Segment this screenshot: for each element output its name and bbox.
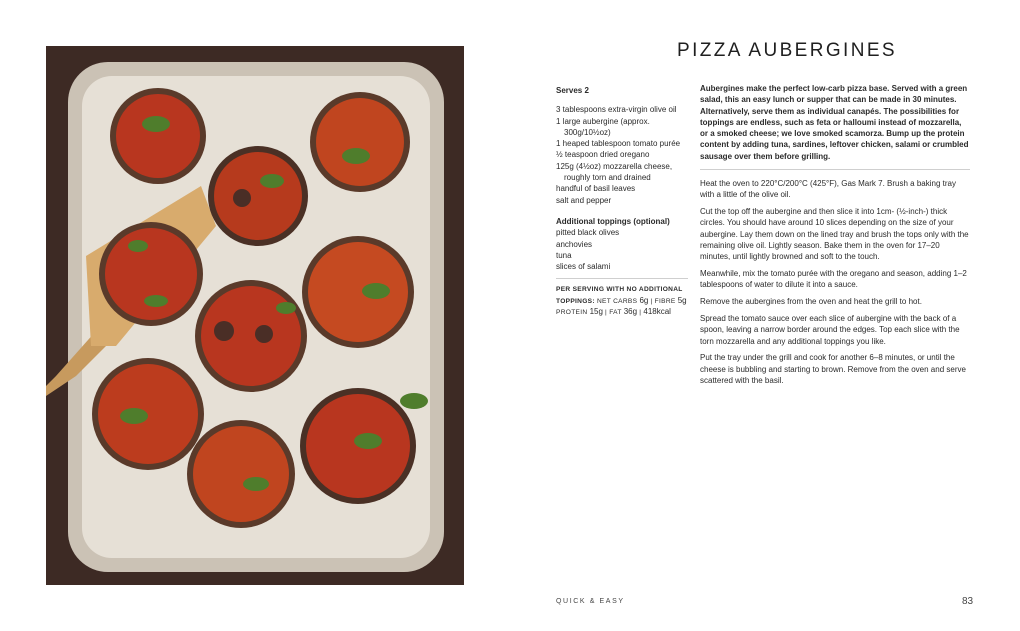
pizza-slice [302,236,414,348]
ingredient-item: 1 large aubergine (approx. 300g/10½oz) [556,116,650,137]
pizza-slice [99,222,203,326]
topping-item: slices of salami [556,262,611,272]
method-column [700,83,970,392]
divider [556,278,688,279]
pizza-slice [195,280,307,392]
pizza-slice [310,92,410,192]
topping-item: anchovies [556,239,593,249]
method-step: Meanwhile, mix the tomato purée with the oregano and season, adding 1–2 tablespoons of water to dilute it into a sauce. [700,269,967,290]
additional-toppings-heading: Additional toppings (optional) [556,216,670,226]
ingredient-item: salt and pepper [556,195,612,205]
ingredient-item: 125g (4½oz) mozzarella cheese, roughly torn and drained [556,161,673,183]
kcal-value: 418kcal [643,307,671,317]
ingredient-item: 1 heaped tablespoon tomato purée [556,139,681,149]
recipe-intro: Aubergines make the perfect low-carb pizza base. Served with a green salad, this an easy lunch or supper that can be made in 30 minutes. Alternatively, serve them as individual canapés. The possibilities for toppings are endless, such as feta or halloumi instead of mozzarella, or a smoked cheese; we love smoked scamorza. Bump up the protein content by adding tuna, sardines, leftover chicken, salami or crumbled sausage over them before grilling. [700,84,969,161]
ingredient-item: 3 tablespoons extra-virgin olive oil [556,105,677,115]
additional-toppings-list [556,227,688,272]
ingredient-list [556,104,688,206]
page-number: 83 [962,596,974,607]
fibre-label: FIBRE [654,297,676,305]
pizza-slice [208,146,308,246]
serves-label: Serves 2 [556,86,589,95]
method-step: Spread the tomato sauce over each slice of aubergine with the back of a spoon, leaving a narrow border around the edges. Top each slice with the torn mozzarella and any additional toppings you like. [700,314,960,346]
ingredient-item: ½ teaspoon dried oregano [556,150,650,160]
protein-label: PROTEIN [556,309,588,317]
ingredient-item: handful of basil leaves [556,184,636,194]
net-carbs-value: 6g [639,295,649,305]
nutrition-info: PER SERVING WITH NO ADDITIONAL TOPPINGS: NET CARBS 6g | FIBRE 5g PROTEIN 15g | FAT 36g | 418kcal [556,286,687,317]
ingredients-column [556,85,688,319]
net-carbs-label: NET CARBS [597,297,638,305]
pizza-aubergines-image [46,46,464,585]
method-step: Remove the aubergines from the oven and heat the grill to hot. [700,297,922,307]
topping-item: pitted black olives [556,228,620,238]
nutrition-heading: PER SERVING WITH NO ADDITIONAL TOPPINGS: [556,286,683,305]
fat-value: 36g [623,307,638,317]
recipe-photo [46,46,464,585]
section-label: QUICK & EASY [556,598,625,605]
pizza-slice [92,358,204,470]
fat-label: FAT [609,309,622,317]
topping-item: tuna [556,250,572,260]
protein-value: 15g [589,307,603,317]
pizza-slice [187,420,295,528]
method-step: Cut the top off the aubergine and then slice it into 1cm- (½-inch-) thick circles. You should have around 10 slices depending on the size of your aubergine. Lay them down on the lined tray and brush the tops only with the remaining olive oil. Lightly season. Bake them in the oven for 17–20 minutes, until lightly browned and soft to the touch. [700,207,969,262]
pizza-slice [110,88,206,184]
recipe-title: PIZZA AUBERGINES [677,40,898,61]
divider [700,169,970,170]
method-step: Put the tray under the grill and cook for another 6–8 minutes, or until the cheese is bubbling and starting to brown. Remove from the oven and serve scattered with the basil. [700,353,966,386]
fibre-value: 5g [677,295,687,305]
method-step: Heat the oven to 220°C/200°C (425°F), Gas Mark 7. Brush a baking tray with a little of the olive oil. [700,179,956,200]
